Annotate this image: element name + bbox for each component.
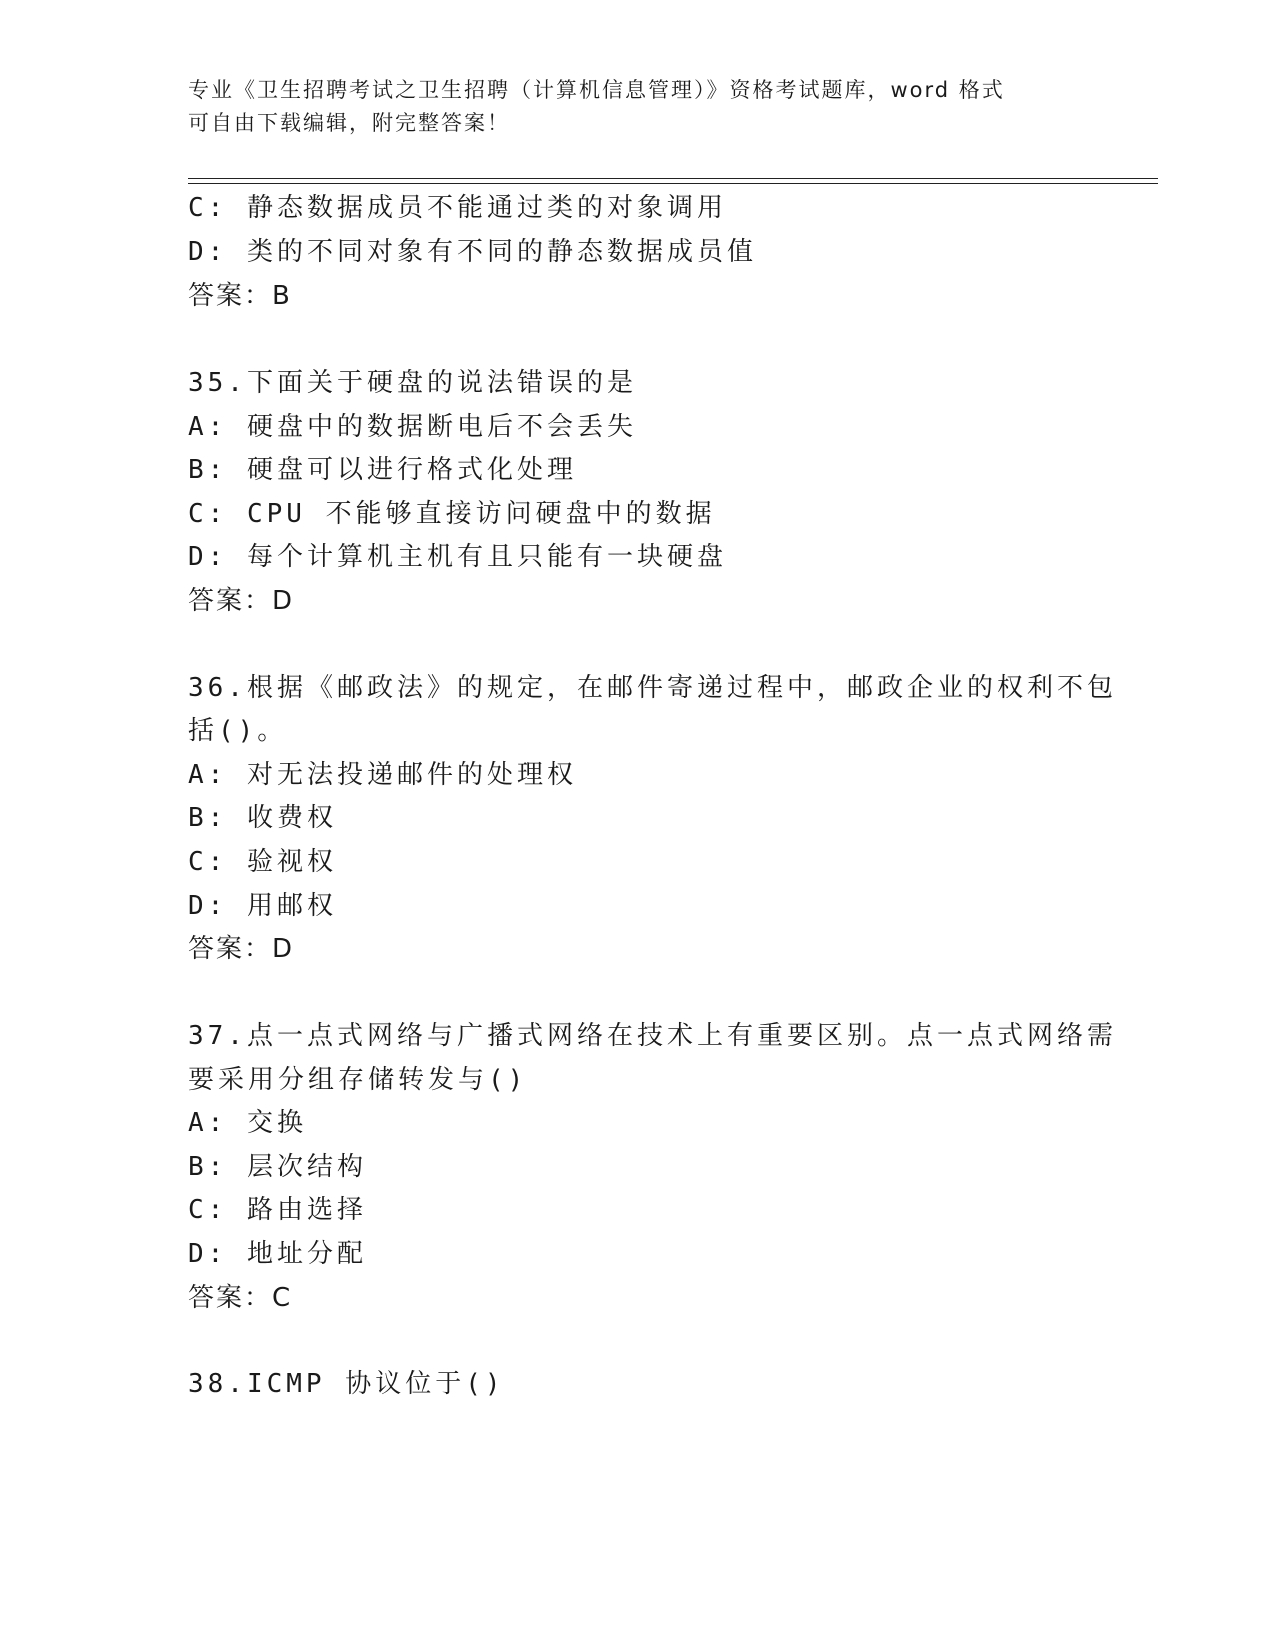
q37-answer: 答案：C [188, 1283, 293, 1313]
q37-option-a: A: 交换 [188, 1108, 307, 1138]
header-line-1: 专业《卫生招聘考试之卫生招聘（计算机信息管理）》资格考试题库，word 格式 [188, 78, 1005, 102]
q35-option-d: D: 每个计算机主机有且只能有一块硬盘 [188, 542, 727, 572]
q36-stem-line-1: 36.根据《邮政法》的规定，在邮件寄递过程中，邮政企业的权利不包 [188, 673, 1117, 703]
q35-stem: 35.下面关于硬盘的说法错误的是 [188, 368, 637, 398]
q37-stem-line-1: 37.点一点式网络与广播式网络在技术上有重要区别。点一点式网络需 [188, 1021, 1117, 1051]
q36-option-a: A: 对无法投递邮件的处理权 [188, 760, 577, 790]
document-header [188, 74, 1088, 140]
q35-answer: 答案：D [188, 586, 295, 616]
q38-stem: 38.ICMP 协议位于() [188, 1369, 505, 1399]
prev-option-d: D: 类的不同对象有不同的静态数据成员值 [188, 237, 757, 267]
q36-option-b: B: 收费权 [188, 803, 337, 833]
q36-answer: 答案：D [188, 934, 295, 964]
prev-option-c: C: 静态数据成员不能通过类的对象调用 [188, 193, 727, 223]
q35-option-b: B: 硬盘可以进行格式化处理 [188, 455, 577, 485]
q37-stem-line-2: 要采用分组存储转发与() [188, 1065, 528, 1095]
q36-stem-line-2: 括()。 [188, 716, 288, 746]
q36-option-c: C: 验视权 [188, 847, 337, 877]
q35-option-a: A: 硬盘中的数据断电后不会丢失 [188, 412, 637, 442]
header-line-2: 可自由下载编辑，附完整答案！ [188, 111, 510, 135]
q36-option-d: D: 用邮权 [188, 891, 337, 921]
q35-option-c: C: CPU 不能够直接访问硬盘中的数据 [188, 499, 716, 529]
q37-option-c: C: 路由选择 [188, 1195, 367, 1225]
q37-option-b: B: 层次结构 [188, 1152, 367, 1182]
header-divider-top [188, 178, 1158, 179]
prev-answer: 答案：B [188, 281, 292, 311]
header-divider-bottom [188, 183, 1158, 184]
q37-option-d: D: 地址分配 [188, 1239, 367, 1269]
